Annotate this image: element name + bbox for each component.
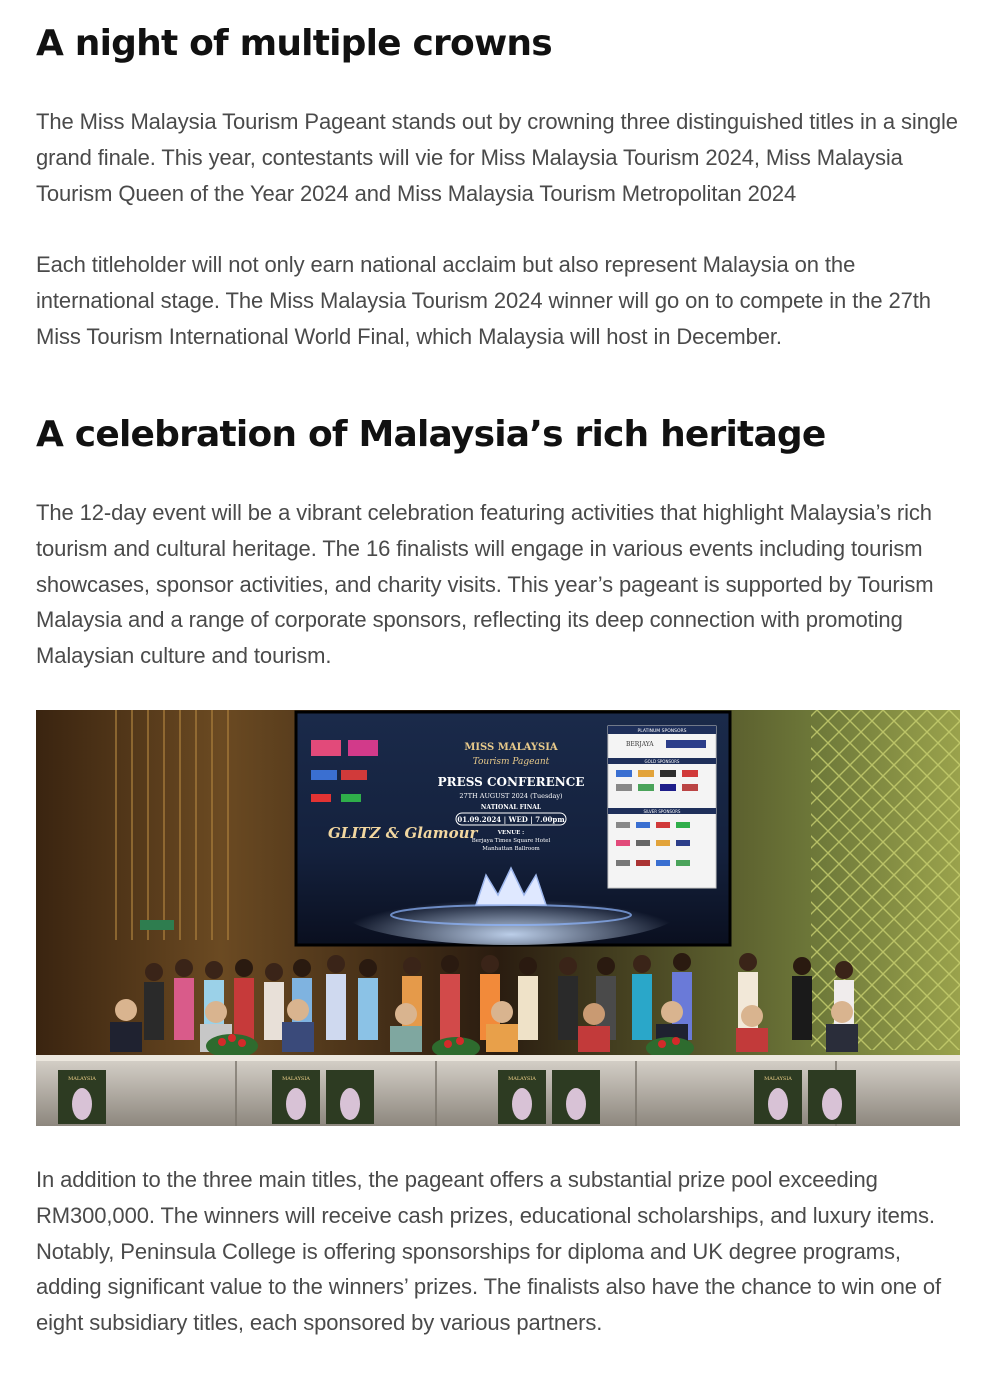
screen-final-label: NATIONAL FINAL <box>480 804 542 811</box>
press-conference-photo-illustration <box>36 710 960 1126</box>
paragraph-three-titles: The Miss Malaysia Tourism Pageant stands out by crowning three distinguished titles in a single grand finale. This year, contestants will vie for Miss Malaysia Tourism 2024, Miss Malaysia Tourism Queen of the Year 2024 and Miss Malaysia Tourism Metropolitan 2024 <box>36 109 958 206</box>
paragraph-12-day-event: The 12-day event will be a vibrant celebration featuring activities that highlight Malaysia’s rich tourism and cultural heritage. The 16 finalists will engage in various events including tourism showcases, sponsor activities, and charity visits. This year’s pageant is supported by Tourism Malaysia and a range of corporate sponsors, reflecting its deep connection with promoting Malaysian culture and tourism. <box>36 500 934 669</box>
screen-venue-line2: Manhattan Ballroom <box>482 846 540 852</box>
screen-venue-label: VENUE : <box>497 830 525 836</box>
press-conference-photo <box>36 710 960 1126</box>
screen-heading-text: PRESS CONFERENCE <box>437 775 585 789</box>
poster-label-1: MALAYSIA <box>68 1076 96 1082</box>
paragraph-international-stage: Each titleholder will not only earn national acclaim but also represent Malaysia on the international stage. The Miss Malaysia Tourism 2024 winner will go on to compete in the 27th Miss Tourism International World Final, which Malaysia will host in December. <box>36 252 931 349</box>
sponsor-header: PLATINUM SPONSORS <box>637 729 687 734</box>
sponsor-silver-label: SILVER SPONSORS <box>643 809 681 814</box>
screen-subtitle-text: Tourism Pageant <box>472 757 550 767</box>
screen-date-text: 27TH AUGUST 2024 (Tuesday) <box>459 792 563 800</box>
screen-final-date: 01.09.2024 | WED | 7.00pm <box>457 815 565 824</box>
sponsor-gold-label: GOLD SPONSORS <box>644 759 680 764</box>
screen-logo-text: MISS MALAYSIA <box>464 742 558 753</box>
section-heading-heritage: A celebration of Malaysia’s rich heritage <box>36 414 826 455</box>
screen-glitz-text: GLITZ & Glamour <box>328 824 478 842</box>
section-heading-multiple-crowns: A night of multiple crowns <box>36 23 552 64</box>
poster-label-3: MALAYSIA <box>508 1076 536 1082</box>
paragraph-prize-pool: In addition to the three main titles, the pageant offers a substantial prize pool exceeding RM300,000. The winners will receive cash prizes, educational scholarships, and luxury items. Notably, Peninsula College is offering sponsorships for diploma and UK degree programs, adding significant value to the winners’ prizes. The finalists also have the chance to win one of eight subsidiary titles, each sponsored by various partners. <box>36 1167 942 1336</box>
poster-label-4: MALAYSIA <box>764 1076 792 1082</box>
sponsor-berjaya: BERJAYA <box>626 741 654 748</box>
poster-label-2: MALAYSIA <box>282 1076 310 1082</box>
screen-venue-line1: Berjaya Times Square Hotel <box>471 838 551 844</box>
